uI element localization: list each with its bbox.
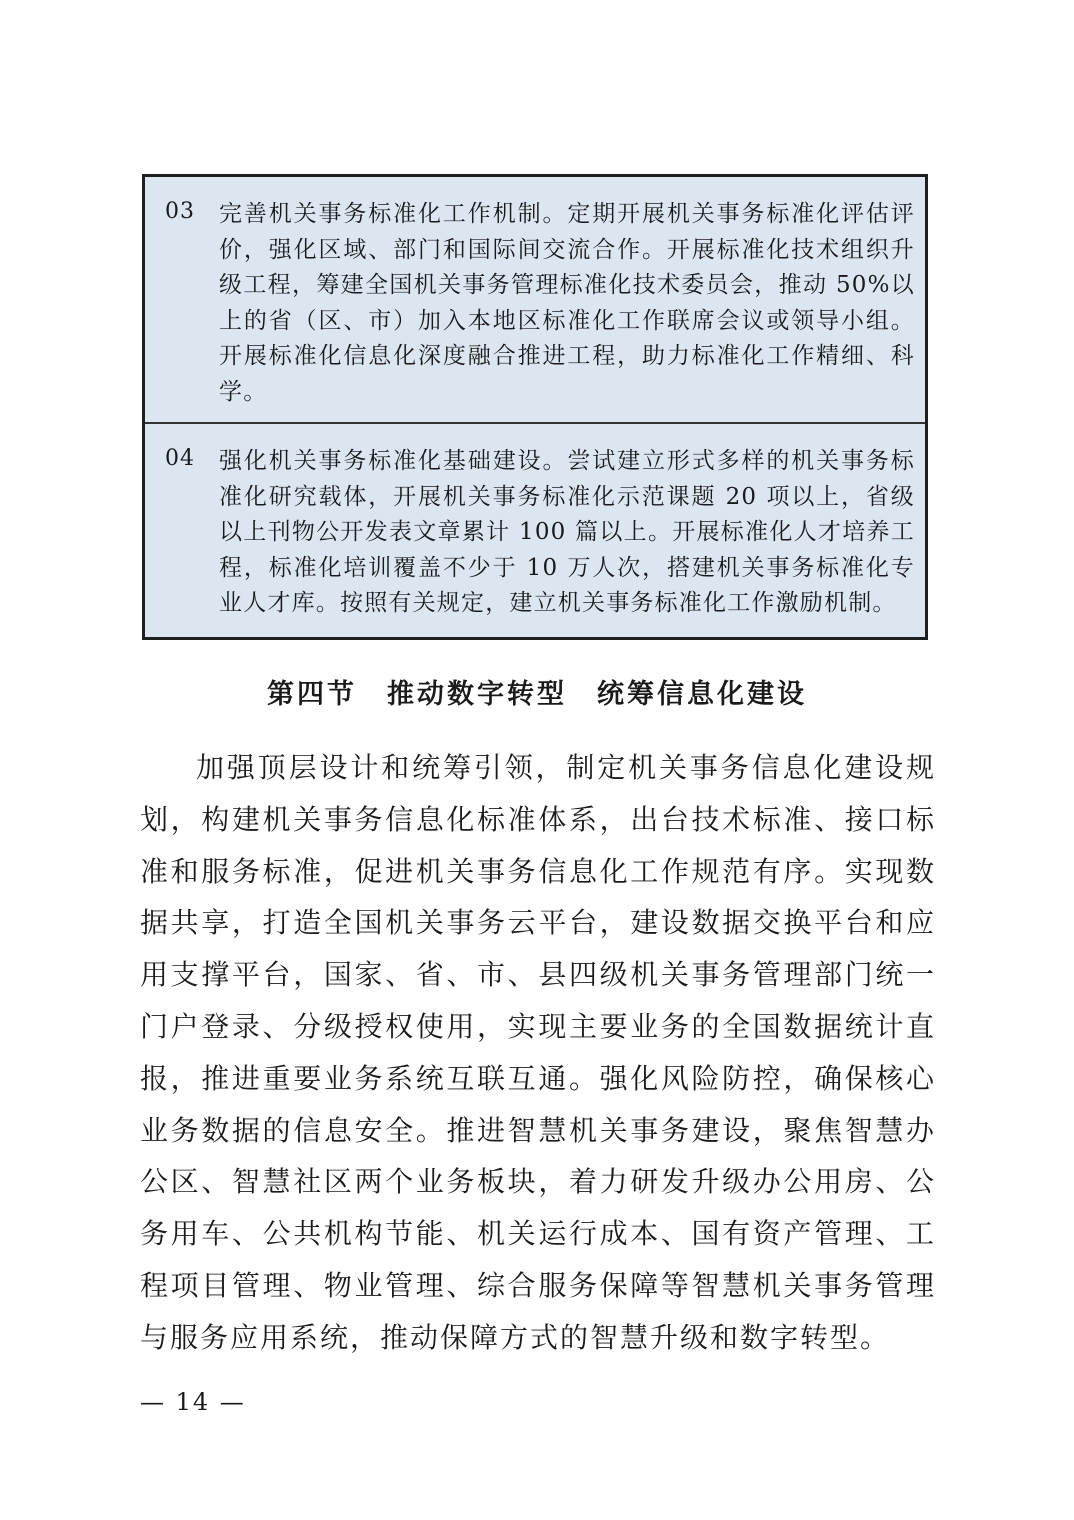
- body-paragraph: 加强顶层设计和统筹引领，制定机关事务信息化建设规划，构建机关事务信息化标准体系，出台技术标准、接口标准和服务标准，促进机关事务信息化工作规范有序。实现数据共享，打造全国机关事务云平台，建设数据交换平台和应用支撑平台，国家、省、市、县四级机关事务管理部门统一门户登录、分级授权使用，实现主要业务的全国数据统计直报，推进重要业务系统互联互通。强化风险防控，确保核心业务数据的信息安全。推进智慧机关事务建设，聚焦智慧办公区、智慧社区两个业务板块，着力研发升级办公用房、公务用车、公共机构节能、机关运行成本、国有资产管理、工程项目管理、物业管理、综合服务保障等智慧机关事务管理与服务应用系统，推动保障方式的智慧升级和数字转型。: [140, 751, 936, 1354]
- section-title: 第四节 推动数字转型 统筹信息化建设: [267, 679, 807, 710]
- task-number: 03: [165, 199, 195, 224]
- task-number: 04: [165, 446, 195, 471]
- task-text: 完善机关事务标准化工作机制。定期开展机关事务标准化评估评价，强化区域、部门和国际间交流合作。开展标准化技术组织升级工程，筹建全国机关事务管理标准化技术委员会，推动 50%以上的省（区、市）加入本地区标准化工作联席会议或领导小组。开展标准化信息化深度融合推进工程，助力标准化工作精细、科学。: [219, 201, 915, 405]
- task-text: 强化机关事务标准化基础建设。尝试建立形式多样的机关事务标准化研究载体，开展机关事务标准化示范课题 20 项以上，省级以上刊物公开发表文章累计 100 篇以上。开展标准化人才培养工程，标准化培训覆盖不少于 10 万人次，搭建机关事务标准化专业人才库。按照有关规定，建立机关事务标准化工作激励机制。: [219, 448, 915, 616]
- page-number: — 14 —: [140, 1388, 246, 1416]
- task-item-04: [145, 424, 925, 637]
- task-box: [142, 174, 928, 640]
- task-item-03: [145, 177, 925, 424]
